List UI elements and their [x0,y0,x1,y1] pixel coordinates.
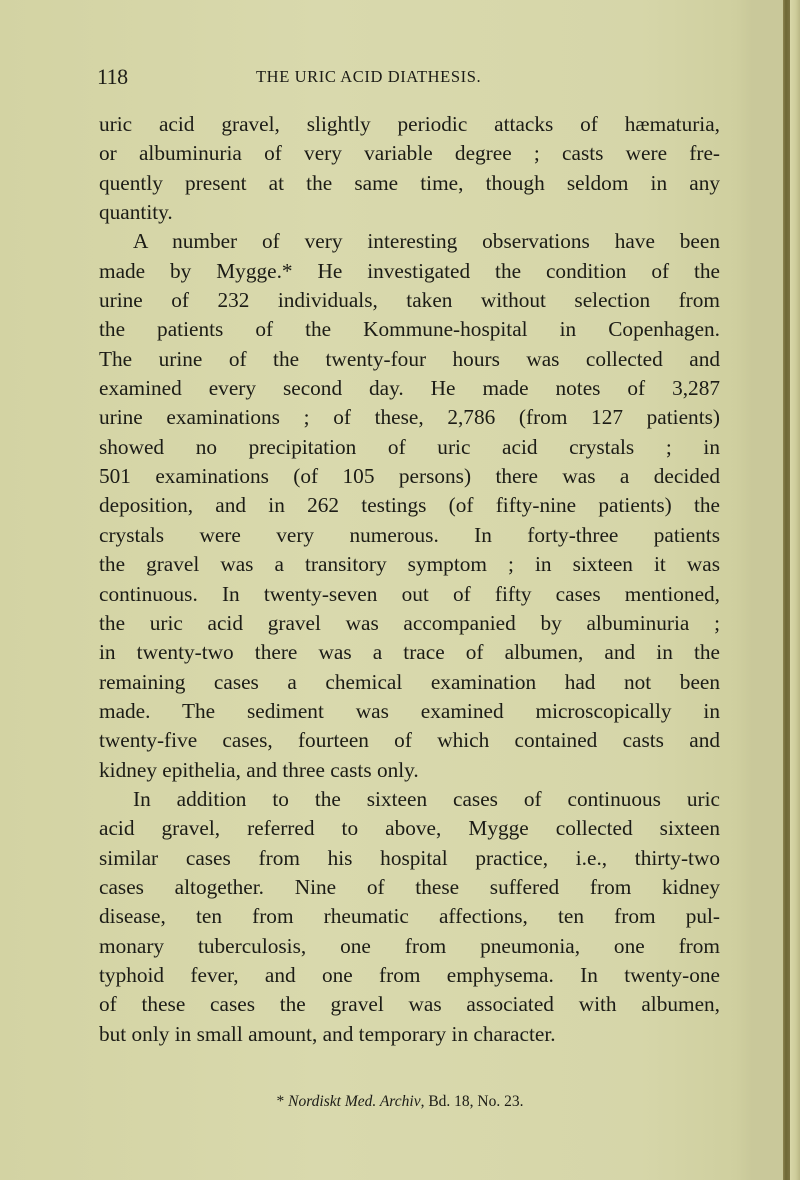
text-line: twenty-five cases, fourteen of which contained casts and [99,728,720,753]
footnote-details: , Bd. 18, No. 23. [420,1093,524,1110]
text-line: The urine of the twenty-four hours was collected and [99,346,720,371]
text-line: typhoid fever, and one from emphysema. In twenty-one [99,962,720,987]
text-line: quently present at the same time, though seldom in any [99,170,720,195]
text-line: urine of 232 individuals, taken without selection from [99,288,720,313]
text-line: uric acid gravel, slightly periodic attacks of hæmaturia, [99,112,720,136]
text-line: but only in small amount, and temporary in character. [99,1021,556,1046]
text-line: made by Mygge.* He investigated the condition of the [99,258,720,283]
page-number: 118 [97,64,128,89]
text-line: monary tuberculosis, one from pneumonia, one from [99,933,720,958]
text-line: deposition, and in 262 testings (of fifty-nine patients) the [99,493,720,518]
text-line: urine examinations ; of these, 2,786 (from 127 patients) [99,405,720,430]
text-line: In addition to the sixteen cases of continuous uric [133,786,720,811]
footnote-journal: Nordiskt Med. Archiv [288,1093,421,1110]
text-line: the uric acid gravel was accompanied by albuminuria ; [99,610,720,635]
text-line: continuous. In twenty-seven out of fifty cases mentioned, [99,581,720,606]
text-line: acid gravel, referred to above, Mygge collected sixteen [99,816,720,841]
text-line: or albuminuria of very variable degree ; casts were fre- [99,141,720,166]
text-line: quantity. [99,200,173,225]
text-line: crystals were very numerous. In forty-three patients [99,522,720,547]
text-line: 501 examinations (of 105 persons) there was a decided [99,464,720,489]
page-header [97,64,722,94]
text-line: kidney epithelia, and three casts only. [99,757,419,782]
text-line: remaining cases a chemical examination had not been [99,669,720,694]
text-line: cases altogether. Nine of these suffered from kidney [99,874,720,899]
text-line: in twenty-two there was a trace of albumen, and in the [99,640,720,665]
running-head: THE URIC ACID DIATHESIS. [256,67,482,86]
text-line: the gravel was a transitory symptom ; in sixteen it was [99,552,720,577]
text-line: made. The sediment was examined microscopically in [99,698,720,723]
footnote [0,1093,800,1111]
text-line: of these cases the gravel was associated with albumen, [99,992,720,1017]
text-line: similar cases from his hospital practice, i.e., thirty-two [99,845,720,870]
text-line: A number of very interesting observations have been [133,229,720,254]
page-binding-edge [783,0,790,1180]
footnote-marker: * [276,1093,285,1110]
text-line: disease, ten from rheumatic affections, ten from pul- [99,904,720,929]
text-line: the patients of the Kommune-hospital in Copenhagen. [99,317,720,342]
page-outer-edge [790,0,800,1180]
text-line: examined every second day. He made notes of 3,287 [99,376,720,401]
body-text [99,110,720,1049]
text-line: showed no precipitation of uric acid crystals ; in [99,434,720,459]
